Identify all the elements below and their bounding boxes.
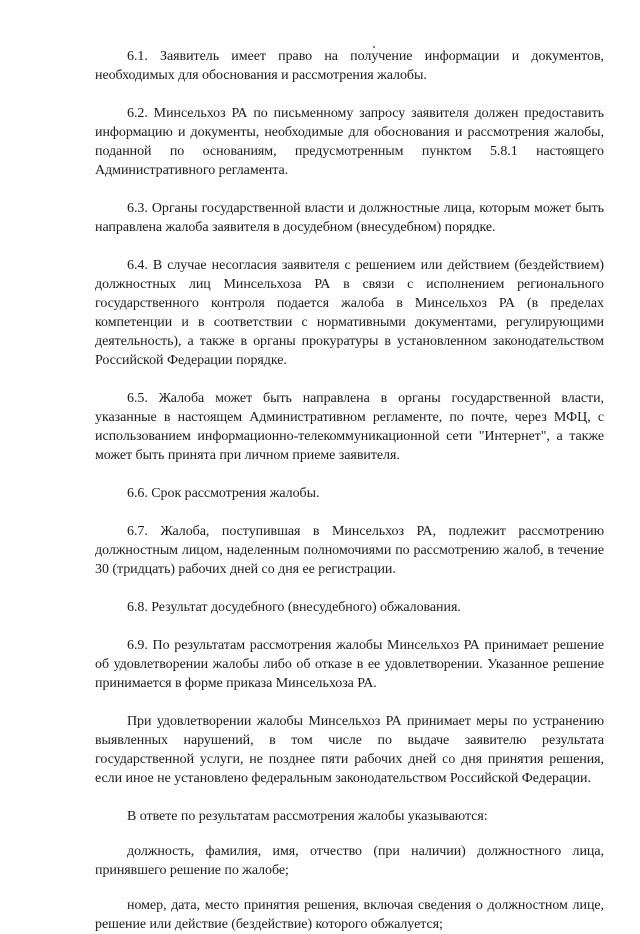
scan-artifact-dot bbox=[373, 46, 375, 48]
paragraph-6-4: 6.4. В случае несогласия заявителя с решением или действием (бездействием) должностных лиц Минсельхоза РА в связи с исполнением регионального государственного контроля подается жалоба в Минсельхоз РА (в пределах компетенции и в соответствии с нормативными документами, регулирующими деятельность), а также в органы прокуратуры в установленном законодательством Российской Федерации порядке. bbox=[95, 258, 604, 368]
paragraph-6-2: 6.2. Минсельхоз РА по письменному запросу заявителя должен предоставить информацию и документы, необходимые для обоснования и рассмотрения жалобы, поданной по основаниям, предусмотренным пунктом 5.8.1 настоящего Административного регламента. bbox=[95, 106, 604, 178]
paragraph-6-3: 6.3. Органы государственной власти и должностные лица, которым может быть направлена жалоба заявителя в досудебном (внесудебном) порядке. bbox=[95, 201, 604, 235]
paragraph-6-8: 6.8. Результат досудебного (внесудебного) обжалования. bbox=[127, 600, 461, 615]
paragraph-6-6: 6.6. Срок рассмотрения жалобы. bbox=[127, 486, 320, 501]
paragraph-response-contents: В ответе по результатам рассмотрения жалобы указываются: bbox=[127, 809, 488, 824]
paragraph-6-9: 6.9. По результатам рассмотрения жалобы Минсельхоз РА принимает решение об удовлетворении жалобы либо об отказе в ее удовлетворении. Указанное решение принимается в форме приказа Минсельхоза РА. bbox=[95, 638, 604, 691]
paragraph-6-7: 6.7. Жалоба, поступившая в Минсельхоз РА, подлежит рассмотрению должностным лицом, наделенным полномочиями по рассмотрению жалоб, в течение 30 (тридцать) рабочих дней со дня ее регистрации. bbox=[95, 524, 604, 577]
paragraph-6-5: 6.5. Жалоба может быть направлена в органы государственной власти, указанные в настоящем Административном регламенте, по почте, через МФЦ, с использованием информационно-телекоммуникационной сети "Интернет", а также может быть принята при личном приеме заявителя. bbox=[95, 391, 604, 463]
paragraph-decision-details: номер, дата, место принятия решения, включая сведения о должностном лице, решение или действие (бездействие) которого обжалуется; bbox=[95, 898, 604, 932]
paragraph-official-details: должность, фамилия, имя, отчество (при наличии) должностного лица, принявшего решение по жалобе; bbox=[95, 844, 604, 878]
paragraph-6-1: 6.1. Заявитель имеет право на получение информации и документов, необходимых для обоснования и рассмотрения жалобы. bbox=[95, 49, 604, 83]
paragraph-remedy-measures: При удовлетворении жалобы Минсельхоз РА принимает меры по устранению выявленных нарушений, в том числе по выдаче заявителю результата государственной услуги, не позднее пяти рабочих дней со дня принятия решения, если иное не установлено федеральным законодательством Российской Федерации. bbox=[95, 714, 604, 786]
